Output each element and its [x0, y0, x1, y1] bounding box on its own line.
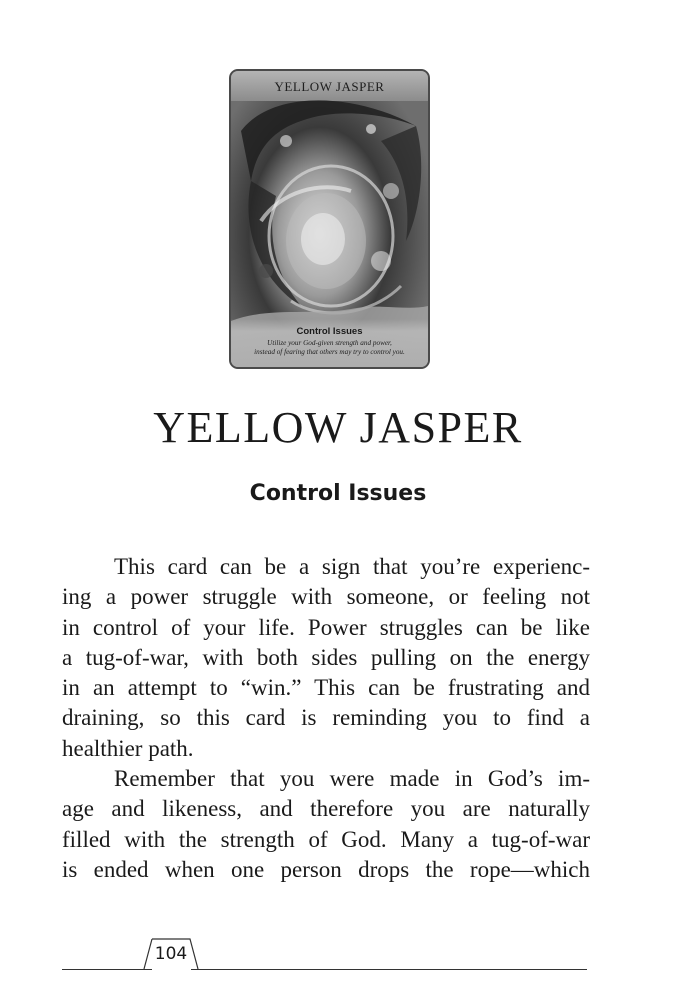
page-number: 104	[154, 944, 188, 964]
body-line: a tug-of-war, with both sides pulling on the energy	[62, 644, 590, 670]
body-line: age and likeness, and therefore you are naturally	[62, 796, 590, 822]
body-text	[62, 552, 590, 885]
footer-rule-right	[191, 969, 587, 970]
body-line: draining, so this card is reminding you to find a	[62, 705, 590, 731]
body-line: in an attempt to “win.” This can be frustrating and	[62, 675, 590, 701]
card-caption-line: instead of fearing that others may try to control you.	[254, 348, 405, 356]
page-subtitle: Control Issues	[249, 481, 427, 506]
page-title: YELLOW JASPER	[153, 403, 523, 452]
card-caption-text	[235, 339, 424, 357]
body-line: This card can be a sign that you’re experienc-	[114, 554, 590, 579]
footer-rule-left	[62, 969, 152, 970]
card-caption-line: Utilize your God-given strength and power,	[267, 339, 392, 347]
oracle-card-image	[229, 69, 430, 369]
body-line: ing a power struggle with someone, or feeling not	[62, 584, 590, 610]
card-title: YELLOW JASPER	[274, 79, 385, 94]
body-line: healthier path.	[62, 735, 194, 761]
body-line: in control of your life. Power struggles can be like	[62, 614, 590, 640]
card-caption-title: Control Issues	[296, 326, 363, 337]
card-caption	[231, 319, 428, 367]
body-line: filled with the strength of God. Many a tug-of-war	[62, 826, 590, 852]
body-line: Remember that you were made in God’s im-	[114, 766, 590, 792]
body-line: is ended when one person drops the rope—which	[62, 856, 590, 882]
